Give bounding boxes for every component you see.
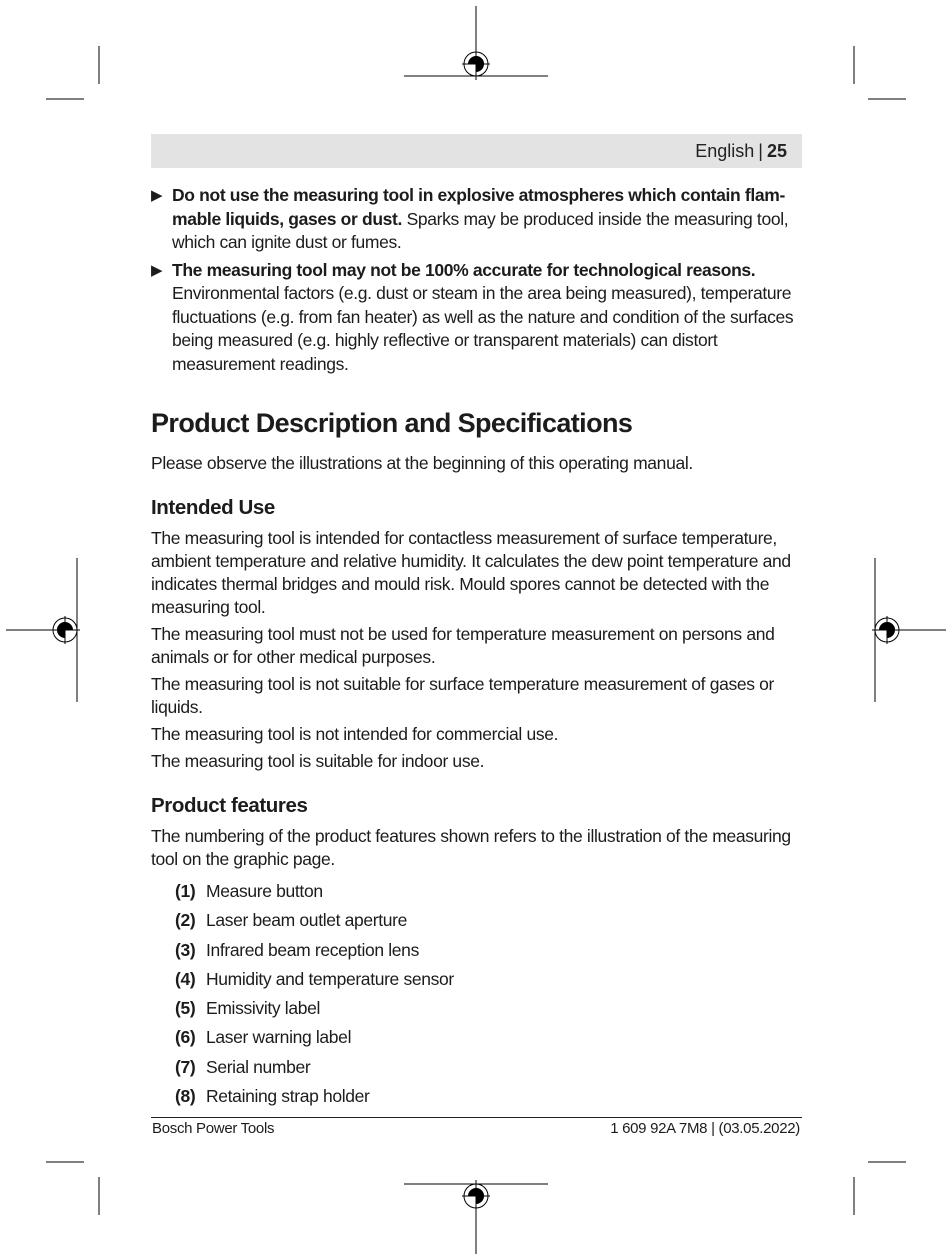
feature-label: Laser beam outlet aperture [206, 910, 408, 931]
page-header [151, 134, 802, 168]
bullet-triangle-icon: ▶ [151, 261, 163, 279]
list-item [175, 1082, 802, 1111]
feature-number: (3) [175, 939, 196, 960]
page-content [151, 184, 802, 1111]
footer-brand: Bosch Power Tools [152, 1120, 275, 1137]
intended-use-heading: Intended Use [151, 496, 275, 519]
section-intro: Please observe the illustrations at the beginning of this operating manual. [151, 453, 693, 473]
intended-use-paragraph: The measuring tool must not be used for temperature measurement on persons and animals or for other medical purposes. [151, 624, 775, 667]
page-number: 25 [766, 140, 787, 161]
safety-warning-bold: The measuring tool may not be 100% accurate for technological reasons. [172, 259, 756, 280]
bullet-triangle-icon: ▶ [151, 187, 163, 204]
feature-label: Retaining strap holder [206, 1086, 370, 1107]
header-language: English [695, 140, 755, 161]
product-features-intro: The numbering of the product features shown refers to the illustration of the measuring tool on the graphic page. [151, 826, 791, 869]
feature-label: Serial number [206, 1056, 311, 1077]
feature-number: (1) [175, 881, 196, 901]
list-item [175, 906, 802, 935]
safety-warning-text: Sparks may be produced inside the measuring tool, which can ignite dust or fumes. [172, 208, 789, 252]
safety-warning-accuracy [151, 259, 802, 377]
feature-number: (8) [175, 1086, 196, 1107]
header-separator: | [758, 140, 763, 161]
intended-use-paragraph: The measuring tool is suitable for indoor use. [151, 751, 485, 771]
feature-number: (5) [175, 998, 196, 1019]
list-item [175, 877, 802, 906]
section-title: Product Description and Specifications [151, 408, 633, 438]
intended-use-paragraph: The measuring tool is intended for contactless measurement of surface temperature, ambient temperature and relative humidity. It calculates the dew point temperature and indicates thermal bridges and mould risk. Mould spores cannot be detected with the measuring tool. [151, 528, 791, 617]
feature-label: Measure button [206, 881, 323, 901]
intended-use-paragraph: The measuring tool is not suitable for surface temperature measurement of gases or liquids. [151, 674, 775, 717]
intended-use-paragraph: The measuring tool is not intended for commercial use. [151, 724, 559, 744]
product-features-heading: Product features [151, 794, 308, 817]
list-item [175, 936, 802, 965]
feature-number: (6) [175, 1027, 196, 1048]
feature-number: (7) [175, 1056, 196, 1077]
safety-warning-bold: Do not use the measuring tool in explosive atmospheres which contain flam-mable liquids, gases or dust. [172, 185, 785, 229]
feature-label: Emissivity label [206, 998, 321, 1019]
list-item [175, 1023, 802, 1052]
feature-label: Humidity and temperature sensor [206, 968, 454, 989]
feature-number: (4) [175, 968, 196, 989]
feature-number: (2) [175, 910, 196, 931]
product-features-list [151, 877, 802, 1111]
feature-label: Infrared beam reception lens [206, 939, 419, 960]
list-item [175, 965, 802, 994]
feature-label: Laser warning label [206, 1027, 352, 1048]
footer-rule [151, 1117, 802, 1118]
footer-doc-number: 1 609 92A 7M8 | (03.05.2022) [610, 1120, 800, 1137]
safety-warning-text: Environmental factors (e.g. dust or steam in the area being measured), temperature fluctuations (e.g. from fan heater) as well as the nature and condition of the surfaces being measured (e.g. highly reflective or transparent materials) can distort measurement readings. [172, 283, 794, 374]
list-item [175, 1053, 802, 1082]
safety-warning-explosive [151, 184, 802, 255]
list-item [175, 994, 802, 1023]
